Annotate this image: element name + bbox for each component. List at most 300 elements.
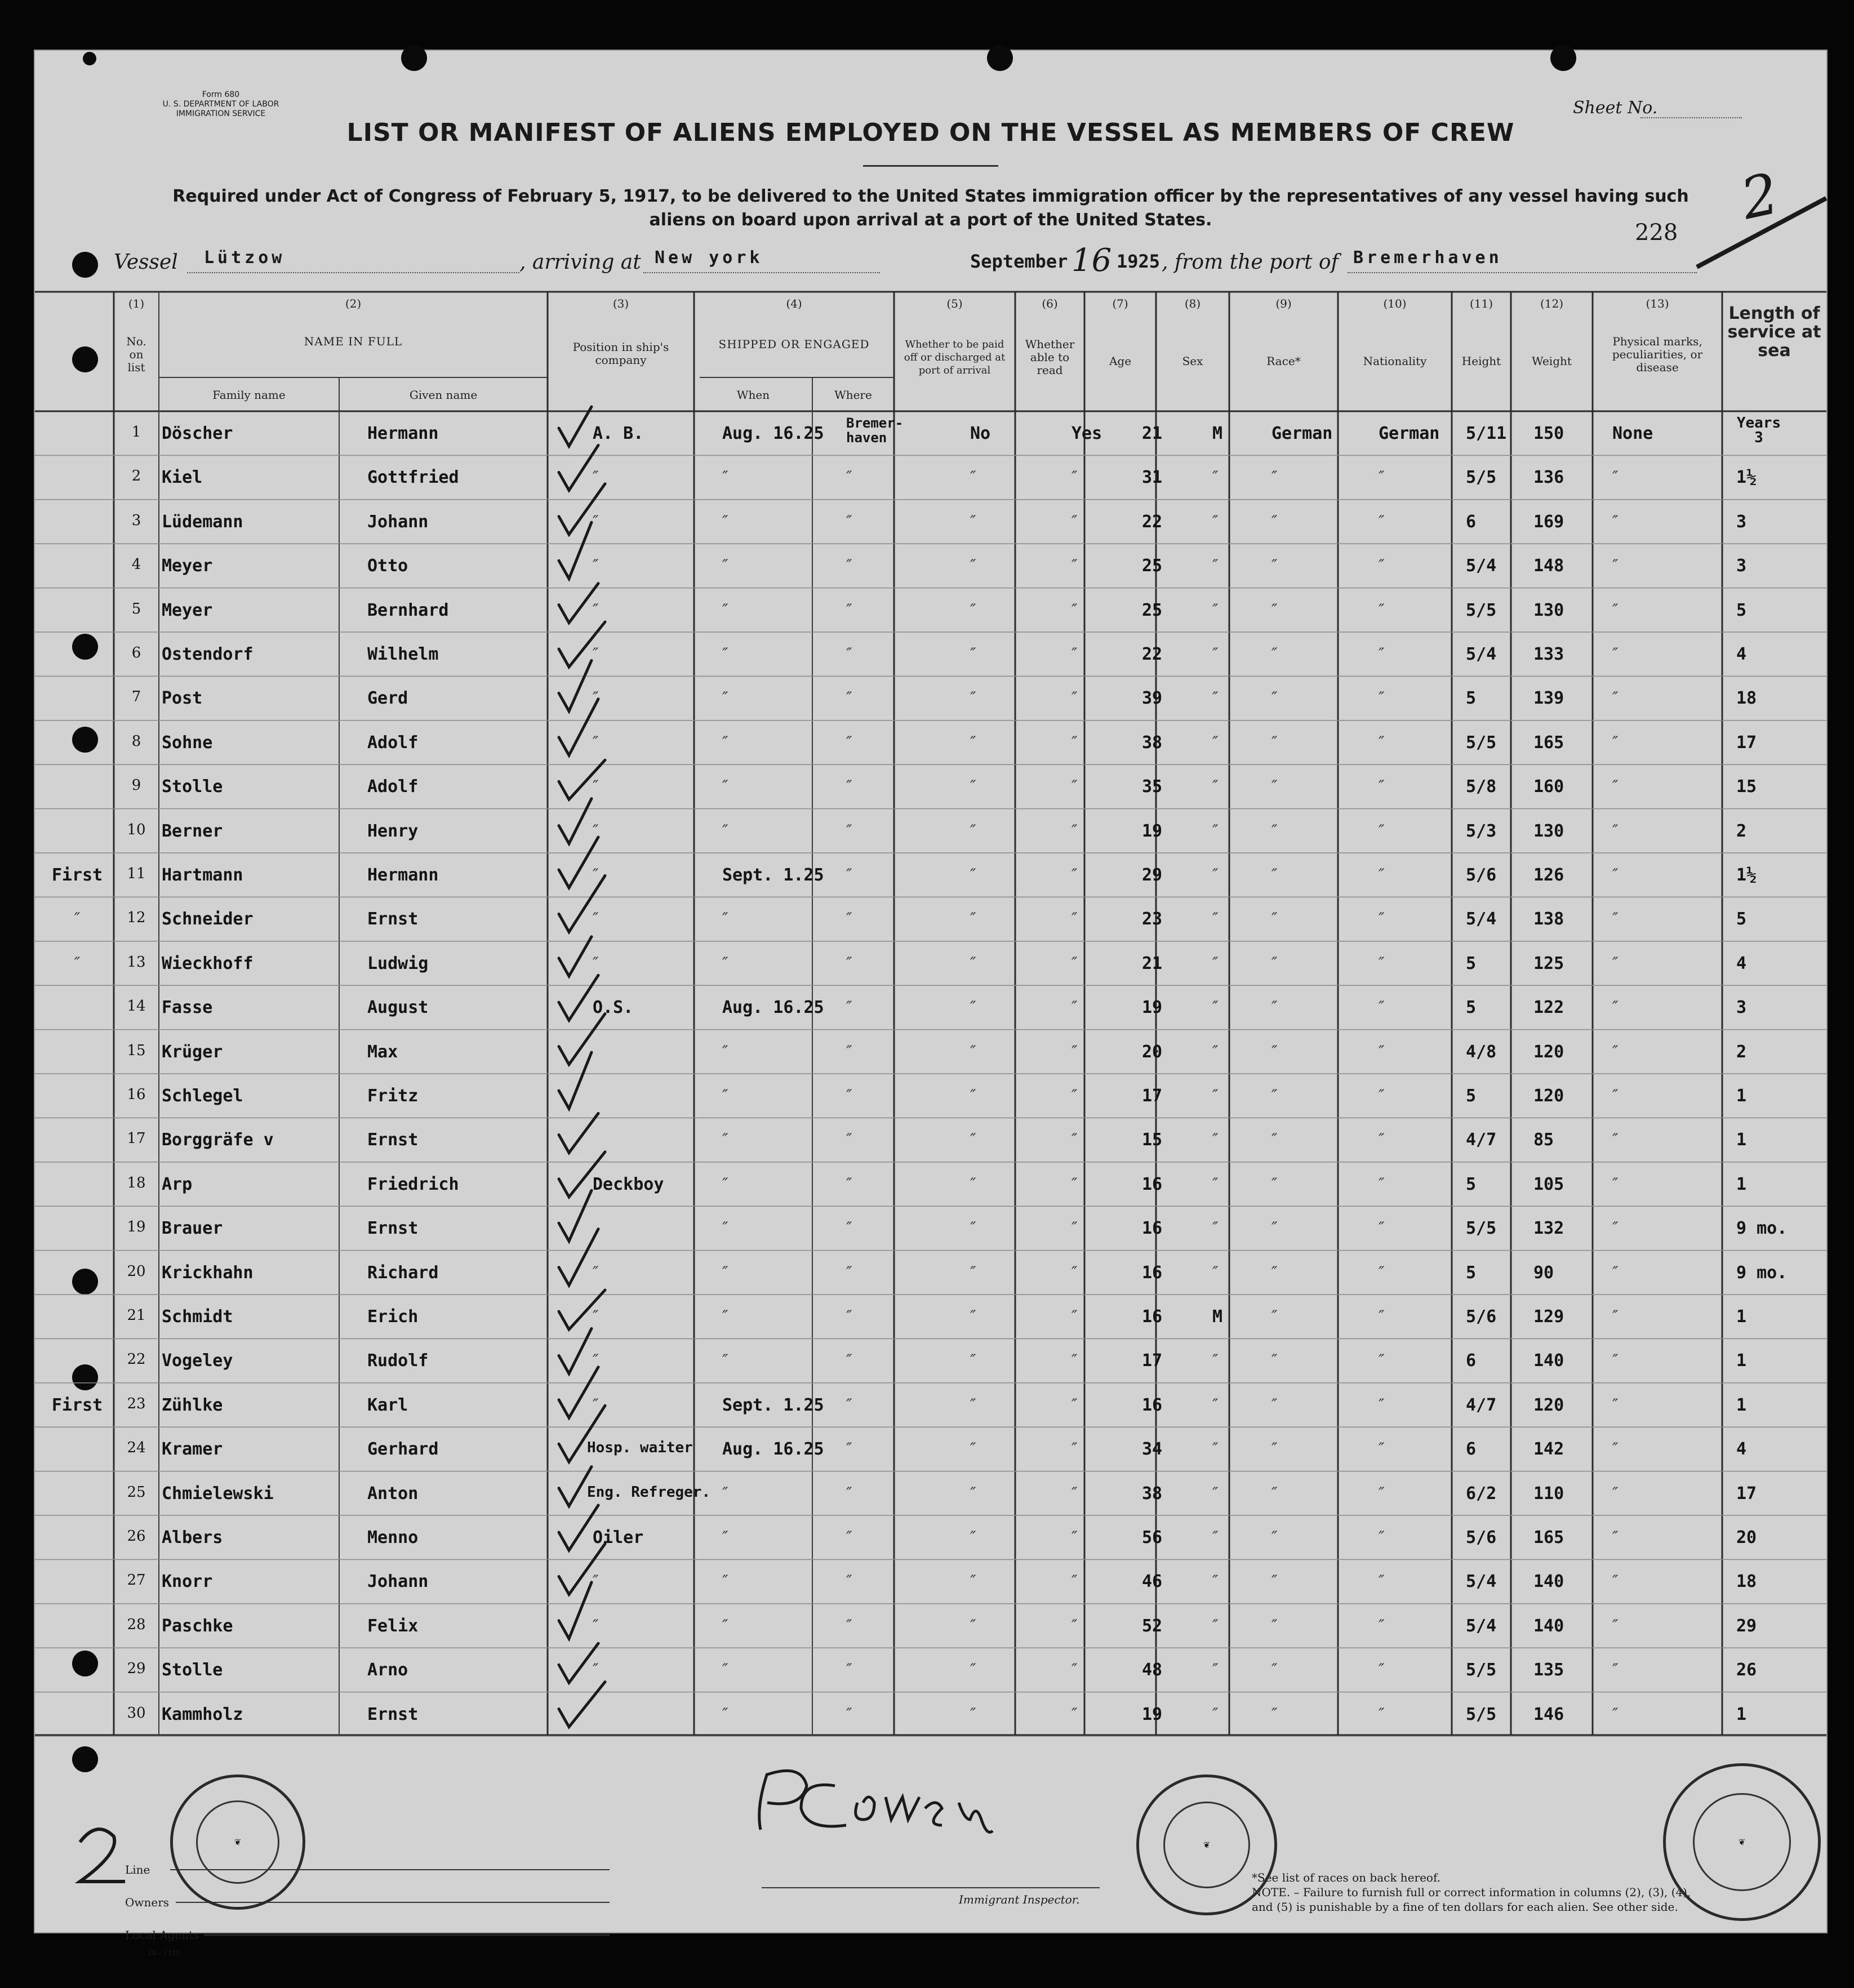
binder-hole <box>72 727 98 753</box>
length-service-cell: 1½ <box>1736 865 1757 885</box>
shipped-when-cell: ″ <box>722 1483 728 1502</box>
family-name-cell: Stolle <box>162 1660 223 1680</box>
note-races: *See list of races on back hereof. <box>1252 1871 1441 1884</box>
family-name-cell: Vogeley <box>162 1351 233 1371</box>
sex-cell: ″ <box>1212 909 1219 928</box>
given-name-cell: Richard <box>367 1262 439 1283</box>
position-cell: ″ <box>593 865 599 884</box>
date-month: September <box>970 251 1068 272</box>
col7-number: (7) <box>1112 297 1128 310</box>
nationality-cell: ″ <box>1379 1130 1385 1149</box>
able-read-cell: ″ <box>1072 600 1078 619</box>
able-read-cell: ″ <box>1072 732 1078 751</box>
family-name-cell: Kiel <box>162 468 203 488</box>
weight-cell: 120 <box>1533 1395 1564 1415</box>
shipped-where-cell: ″ <box>846 1572 852 1591</box>
race-cell: ″ <box>1271 1174 1278 1193</box>
length-service-cell: 18 <box>1736 688 1757 709</box>
sex-cell: ″ <box>1212 1395 1219 1414</box>
check-mark-icon <box>559 799 592 844</box>
binder-hole <box>72 1269 98 1295</box>
weight-cell: 133 <box>1533 644 1564 664</box>
position-cell: A. B. <box>593 424 644 443</box>
able-read-cell: ″ <box>1072 1660 1078 1679</box>
row-number: 16 <box>127 1086 146 1103</box>
height-cell: 5/5 <box>1466 468 1497 488</box>
family-name-cell: Kammholz <box>162 1704 243 1724</box>
height-cell: 6 <box>1466 1351 1477 1371</box>
shipped-where-cell: ″ <box>846 512 852 531</box>
race-cell: ″ <box>1271 777 1278 796</box>
col3-number: (3) <box>612 297 629 310</box>
age-cell: 25 <box>1142 600 1163 620</box>
binder-hole <box>72 1651 98 1676</box>
able-read-cell: Yes <box>1072 424 1102 443</box>
check-mark-icon <box>559 1052 592 1109</box>
length-service-cell: 5 <box>1736 909 1747 929</box>
family-name-cell: Meyer <box>162 600 213 620</box>
age-cell: 52 <box>1142 1616 1163 1636</box>
position-cell: ″ <box>593 468 599 487</box>
race-cell: ″ <box>1271 644 1278 663</box>
race-cell: ″ <box>1271 1704 1278 1723</box>
shipped-where-cell: ″ <box>846 556 852 575</box>
physical-marks-cell: ″ <box>1612 1307 1619 1326</box>
able-read-cell: ″ <box>1072 688 1078 708</box>
shipped-where-cell: ″ <box>846 644 852 663</box>
weight-cell: 139 <box>1533 688 1564 709</box>
weight-cell: 140 <box>1533 1572 1564 1592</box>
age-cell: 38 <box>1142 1483 1163 1504</box>
height-cell: 5 <box>1466 1086 1477 1106</box>
weight-cell: 90 <box>1533 1262 1554 1283</box>
weight-cell: 132 <box>1533 1218 1564 1239</box>
physical-marks-cell: ″ <box>1612 688 1619 708</box>
date-year: 1925 <box>1117 251 1161 272</box>
footer-notes <box>1252 1870 1691 1914</box>
shipped-where-cell: ″ <box>846 1086 852 1105</box>
able-read-cell: ″ <box>1072 865 1078 884</box>
height-cell: 5/4 <box>1466 1572 1497 1592</box>
given-name-cell: Gerd <box>367 688 408 709</box>
length-service-cell: 17 <box>1736 1483 1757 1504</box>
sex-cell: ″ <box>1212 600 1219 619</box>
binder-hole <box>987 45 1013 71</box>
race-cell: ″ <box>1271 1130 1278 1149</box>
row-margin-note: ″ <box>74 953 81 972</box>
shipped-when-cell: ″ <box>722 1704 728 1723</box>
physical-marks-cell: ″ <box>1612 953 1619 972</box>
position-cell: ″ <box>593 1660 599 1679</box>
family-name-cell: Chmielewski <box>162 1483 274 1504</box>
length-service-cell: 9 mo. <box>1736 1262 1788 1283</box>
physical-marks-cell: ″ <box>1612 1218 1619 1238</box>
paid-off-cell: ″ <box>970 468 976 487</box>
family-name-cell: Schmidt <box>162 1307 233 1327</box>
paid-off-cell: ″ <box>970 777 976 796</box>
height-cell: 5/6 <box>1466 1307 1497 1327</box>
race-cell: ″ <box>1271 1572 1278 1591</box>
able-read-cell: ″ <box>1072 777 1078 796</box>
col-able-read: Whether able to read <box>1025 337 1075 377</box>
length-service-cell: 4 <box>1736 644 1747 664</box>
col4-number: (4) <box>786 297 802 310</box>
col-weight: Weight <box>1532 354 1572 368</box>
sex-cell: ″ <box>1212 998 1219 1017</box>
family-name-cell: Schneider <box>162 909 254 929</box>
nationality-cell: ″ <box>1379 1483 1385 1502</box>
col-position: Position in ship's company <box>572 340 669 367</box>
age-cell: 21 <box>1142 424 1163 443</box>
shipped-where-cell: ″ <box>846 1616 852 1635</box>
position-cell: Oiler <box>593 1528 644 1547</box>
form-subtitle-line2: aliens on board upon arrival at a port of the United States. <box>649 210 1212 230</box>
binder-hole <box>72 1746 98 1772</box>
position-cell: ″ <box>593 688 599 708</box>
from-label: , from the port of <box>1162 251 1339 274</box>
shipped-where-cell: ″ <box>846 998 852 1017</box>
race-cell: ″ <box>1271 512 1278 531</box>
height-cell: 5/4 <box>1466 644 1497 664</box>
length-service-cell: 3 <box>1736 512 1747 532</box>
physical-marks-cell: ″ <box>1612 1572 1619 1591</box>
age-cell: 35 <box>1142 777 1163 797</box>
paid-off-cell: ″ <box>970 1307 976 1326</box>
shipped-when-cell: ″ <box>722 909 728 928</box>
race-cell: ″ <box>1271 1395 1278 1414</box>
given-name-cell: Ernst <box>367 1130 419 1150</box>
able-read-cell: ″ <box>1072 909 1078 928</box>
race-cell: ″ <box>1271 998 1278 1017</box>
physical-marks-cell: ″ <box>1612 1660 1619 1679</box>
paid-off-cell: ″ <box>970 953 976 972</box>
height-cell: 5/6 <box>1466 865 1497 885</box>
able-read-cell: ″ <box>1072 512 1078 531</box>
paid-off-cell: ″ <box>970 1660 976 1679</box>
vessel-label: Vessel <box>114 251 178 274</box>
given-name-cell: Fritz <box>367 1086 419 1106</box>
row-number: 2 <box>131 468 141 485</box>
shipped-when-cell: ″ <box>722 1528 728 1546</box>
position-cell: ″ <box>593 512 599 531</box>
col-physical: Physical marks, peculiarities, or disease <box>1612 335 1703 374</box>
row-number: 23 <box>127 1395 146 1412</box>
length-service-cell: 5 <box>1736 600 1747 620</box>
able-read-cell: ″ <box>1072 468 1078 487</box>
position-cell: ″ <box>593 777 599 796</box>
sex-cell: ″ <box>1212 865 1219 884</box>
length-service-cell: 29 <box>1736 1616 1757 1636</box>
length-service-cell: 1 <box>1736 1130 1747 1150</box>
given-name-cell: Henry <box>367 821 419 841</box>
note-line2: and (5) is punishable by a fine of ten dollars for each alien. See other side. <box>1252 1900 1678 1914</box>
family-name-cell: Post <box>162 688 203 709</box>
family-name-cell: Arp <box>162 1174 193 1194</box>
given-name-cell: Karl <box>367 1395 408 1415</box>
shipped-when-cell: ″ <box>722 1351 728 1370</box>
height-cell: 5/6 <box>1466 1528 1497 1547</box>
given-name-cell: Ernst <box>367 1218 419 1239</box>
row-number: 11 <box>127 865 146 882</box>
title-rule <box>863 165 998 167</box>
length-service-cell: 1 <box>1736 1395 1747 1415</box>
height-cell: 5/4 <box>1466 1616 1497 1636</box>
able-read-cell: ″ <box>1072 1704 1078 1723</box>
family-name-cell: Lüdemann <box>162 512 243 532</box>
paid-off-cell: ″ <box>970 821 976 840</box>
age-cell: 16 <box>1142 1262 1163 1283</box>
race-cell: ″ <box>1271 909 1278 928</box>
sex-cell: ″ <box>1212 1660 1219 1679</box>
position-cell: ″ <box>593 1616 599 1635</box>
paid-off-cell: ″ <box>970 1439 976 1458</box>
age-cell: 56 <box>1142 1528 1163 1547</box>
paid-off-cell: ″ <box>970 688 976 708</box>
age-cell: 17 <box>1142 1086 1163 1106</box>
able-read-cell: ″ <box>1072 953 1078 972</box>
row-number: 9 <box>131 777 141 794</box>
paid-off-cell: ″ <box>970 1130 976 1149</box>
weight-cell: 135 <box>1533 1660 1564 1680</box>
shipped-when-cell: ″ <box>722 777 728 796</box>
shipped-when-cell: ″ <box>722 1042 728 1061</box>
height-cell: 5/5 <box>1466 600 1497 620</box>
able-read-cell: ″ <box>1072 1218 1078 1238</box>
race-cell: ″ <box>1271 468 1278 487</box>
shipped-where-cell: ″ <box>846 1528 852 1546</box>
weight-cell: 120 <box>1533 1042 1564 1062</box>
shipped-where-cell: ″ <box>846 777 852 796</box>
weight-cell: 146 <box>1533 1704 1564 1724</box>
physical-marks-cell: ″ <box>1612 512 1619 531</box>
physical-marks-cell: ″ <box>1612 732 1619 751</box>
family-name-cell: Brauer <box>162 1218 223 1239</box>
col1-number: (1) <box>128 297 145 310</box>
physical-marks-cell: ″ <box>1612 1086 1619 1105</box>
col-when: When <box>736 388 770 402</box>
physical-marks-cell: ″ <box>1612 865 1619 884</box>
paid-off-cell: ″ <box>970 1395 976 1414</box>
nationality-cell: ″ <box>1379 732 1385 751</box>
inspector-rule <box>762 1887 1100 1888</box>
row-number: 6 <box>131 644 141 661</box>
able-read-cell: ″ <box>1072 998 1078 1017</box>
sex-cell: ″ <box>1212 1218 1219 1238</box>
race-cell: ″ <box>1271 1483 1278 1502</box>
age-cell: 16 <box>1142 1395 1163 1415</box>
sheet-handwritten-number: 2 <box>1735 160 1785 233</box>
sex-cell: ″ <box>1212 1439 1219 1458</box>
family-name-cell: Borggräfe v <box>162 1130 274 1150</box>
physical-marks-cell: ″ <box>1612 1483 1619 1502</box>
check-mark-icon <box>559 660 592 711</box>
paid-off-cell: ″ <box>970 1616 976 1635</box>
arriving-label: , arriving at <box>519 251 641 274</box>
age-cell: 19 <box>1142 998 1163 1018</box>
check-mark-icon <box>559 1328 592 1373</box>
shipped-where-cell: ″ <box>846 468 852 487</box>
position-cell: ″ <box>593 909 599 928</box>
form-title: LIST OR MANIFEST OF ALIENS EMPLOYED ON THE VESSEL AS MEMBERS OF CREW <box>346 118 1515 147</box>
row-number: 15 <box>127 1042 146 1059</box>
race-cell: ″ <box>1271 1660 1278 1679</box>
given-name-cell: Hermann <box>367 424 439 443</box>
sex-cell: ″ <box>1212 1351 1219 1370</box>
row-number: 25 <box>127 1483 146 1501</box>
sex-cell: ″ <box>1212 953 1219 972</box>
given-name-cell: Bernhard <box>367 600 449 620</box>
nationality-cell: ″ <box>1379 644 1385 663</box>
race-cell: ″ <box>1271 1218 1278 1238</box>
nationality-cell: ″ <box>1379 1439 1385 1458</box>
position-cell: ″ <box>593 732 599 751</box>
race-cell: ″ <box>1271 1439 1278 1458</box>
length-service-cell: 1 <box>1736 1704 1747 1724</box>
shipped-where-cell: ″ <box>846 688 852 708</box>
physical-marks-cell: ″ <box>1612 777 1619 796</box>
able-read-cell: ″ <box>1072 1086 1078 1105</box>
binder-hole <box>72 346 98 372</box>
check-mark-icon <box>559 1014 605 1065</box>
age-cell: 46 <box>1142 1572 1163 1592</box>
shipped-when-cell: ″ <box>722 468 728 487</box>
given-name-cell: Johann <box>367 512 429 532</box>
binder-hole <box>1550 45 1576 71</box>
paid-off-cell: ″ <box>970 1483 976 1502</box>
sex-cell: ″ <box>1212 1262 1219 1282</box>
binder-hole <box>72 1364 98 1390</box>
nationality-cell: ″ <box>1379 556 1385 575</box>
family-name-cell: Krüger <box>162 1042 223 1062</box>
physical-marks-cell: ″ <box>1612 556 1619 575</box>
length-service-cell: 18 <box>1736 1572 1757 1592</box>
col-no-on-list: No. on list <box>126 335 146 374</box>
col-shipped: SHIPPED OR ENGAGED <box>718 337 870 351</box>
able-read-cell: ″ <box>1072 1262 1078 1282</box>
race-cell: ″ <box>1271 1262 1278 1282</box>
col-race: Race* <box>1266 354 1301 368</box>
row-number: 10 <box>127 821 146 838</box>
col-name-in-full: NAME IN FULL <box>304 335 403 348</box>
position-cell: Eng. Refreger. <box>587 1483 711 1501</box>
given-name-cell: Anton <box>367 1483 419 1504</box>
sex-cell: ″ <box>1212 1483 1219 1502</box>
physical-marks-cell: ″ <box>1612 1262 1619 1282</box>
sex-cell: ″ <box>1212 468 1219 487</box>
shipped-when-cell: ″ <box>722 556 728 575</box>
nationality-cell: ″ <box>1379 512 1385 531</box>
paid-off-cell: ″ <box>970 1218 976 1238</box>
given-name-cell: Adolf <box>367 732 419 753</box>
nationality-cell: ″ <box>1379 821 1385 840</box>
check-mark-icon <box>559 407 592 446</box>
age-cell: 48 <box>1142 1660 1163 1680</box>
paid-off-cell: ″ <box>970 644 976 663</box>
family-name-cell: Schlegel <box>162 1086 243 1106</box>
able-read-cell: ″ <box>1072 1439 1078 1458</box>
family-name-cell: Knorr <box>162 1572 213 1592</box>
able-read-cell: ″ <box>1072 1174 1078 1193</box>
height-cell: 5/5 <box>1466 1218 1497 1239</box>
nationality-cell: ″ <box>1379 909 1385 928</box>
height-cell: 6 <box>1466 1439 1477 1460</box>
race-cell: ″ <box>1271 600 1278 619</box>
row-number: 7 <box>131 688 141 706</box>
check-mark-icon <box>559 1190 592 1241</box>
paid-off-cell: No <box>970 424 991 443</box>
col2-number: (2) <box>345 297 362 310</box>
paid-off-cell: ″ <box>970 1528 976 1546</box>
race-cell: ″ <box>1271 1042 1278 1061</box>
given-name-cell: Adolf <box>367 777 419 797</box>
able-read-cell: ″ <box>1072 1351 1078 1370</box>
age-cell: 16 <box>1142 1218 1163 1239</box>
physical-marks-cell: ″ <box>1612 909 1619 928</box>
given-name-cell: Felix <box>367 1616 419 1636</box>
sex-cell: ″ <box>1212 1130 1219 1149</box>
page-number: 228 <box>1635 220 1678 246</box>
footer-owners-label: Owners <box>125 1896 170 1909</box>
weight-cell: 126 <box>1533 865 1564 885</box>
form-department: U. S. DEPARTMENT OF LABOR <box>162 100 279 109</box>
race-cell: German <box>1271 424 1333 443</box>
weight-cell: 148 <box>1533 556 1564 576</box>
paid-off-cell: ″ <box>970 1042 976 1061</box>
shipped-when-cell: ″ <box>722 1130 728 1149</box>
shipped-when-cell: ″ <box>722 1262 728 1282</box>
arrival-line <box>643 272 880 273</box>
able-read-cell: ″ <box>1072 821 1078 840</box>
col9-number: (9) <box>1275 297 1292 310</box>
physical-marks-cell: ″ <box>1612 1395 1619 1414</box>
sex-cell: M <box>1212 1307 1223 1327</box>
sex-cell: ″ <box>1212 821 1219 840</box>
manifest-sheet <box>34 50 1828 1957</box>
shipped-when-cell: ″ <box>722 688 728 708</box>
race-cell: ″ <box>1271 1307 1278 1326</box>
physical-marks-cell: ″ <box>1612 468 1619 487</box>
col11-number: (11) <box>1469 297 1493 310</box>
age-cell: 20 <box>1142 1042 1163 1062</box>
nationality-cell: ″ <box>1379 1395 1385 1414</box>
shipped-where-cell: ″ <box>846 953 852 972</box>
race-cell: ″ <box>1271 1086 1278 1105</box>
shipped-where-cell: ″ <box>846 1395 852 1414</box>
position-cell: Deckboy <box>593 1174 664 1194</box>
check-mark-icon <box>559 522 592 579</box>
age-cell: 17 <box>1142 1351 1163 1371</box>
form-service: IMMIGRATION SERVICE <box>176 109 266 118</box>
family-name-cell: Meyer <box>162 556 213 576</box>
height-cell: 5 <box>1466 953 1477 973</box>
col13-number: (13) <box>1646 297 1669 310</box>
position-cell: ″ <box>593 600 599 619</box>
height-cell: 5/8 <box>1466 777 1497 797</box>
col-given-name: Given name <box>409 388 478 402</box>
col-paid-off: Whether to be paid off or discharged at port of arrival <box>904 339 1006 376</box>
nationality-cell: ″ <box>1379 1218 1385 1238</box>
shipped-where-cell: ″ <box>846 865 852 884</box>
able-read-cell: ″ <box>1072 1042 1078 1061</box>
able-read-cell: ″ <box>1072 1528 1078 1546</box>
shipped-when-cell: ″ <box>722 1572 728 1591</box>
check-mark-icon <box>559 1113 598 1153</box>
physical-marks-cell: ″ <box>1612 1351 1619 1370</box>
paid-off-cell: ″ <box>970 998 976 1017</box>
check-mark-icon <box>559 1582 592 1639</box>
position-cell: ″ <box>593 1572 599 1591</box>
col5-number: (5) <box>946 297 963 310</box>
